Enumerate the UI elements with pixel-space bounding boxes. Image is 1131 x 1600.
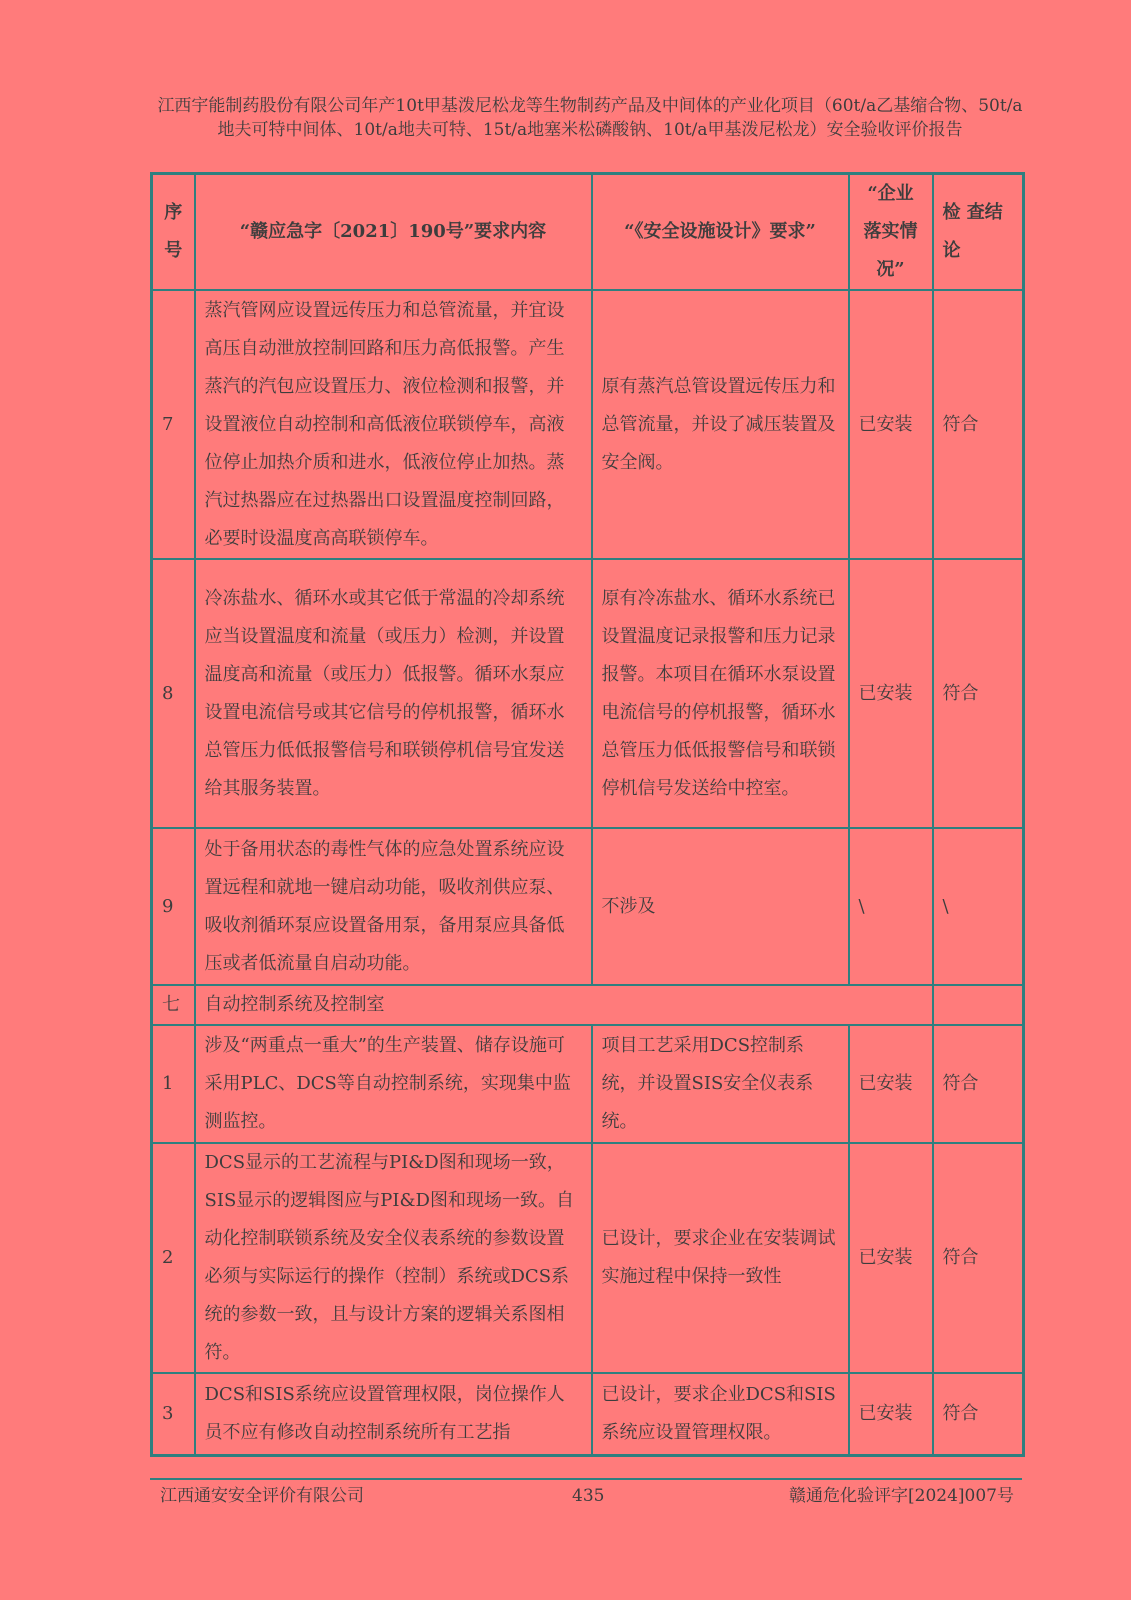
header-design: “《安全设施设计》要求” — [592, 174, 849, 291]
row-conclusion: 符合 — [933, 1373, 1024, 1455]
row-num: 8 — [152, 559, 195, 828]
row-conclusion: 符合 — [933, 1025, 1024, 1143]
section-num: 七 — [152, 985, 195, 1025]
table-row — [152, 828, 1024, 985]
header-conclusion: 检 查结论 — [933, 174, 1024, 291]
row-num: 2 — [152, 1143, 195, 1373]
row-design: 已设计，要求企业DCS和SIS系统应设置管理权限。 — [592, 1373, 849, 1455]
row-requirement: DCS显示的工艺流程与PI&D图和现场一致，SIS显示的逻辑图应与PI&D图和现场一致。自动化控制联锁系统及安全仪表系统的参数设置必须与实际运行的操作（控制）系统或DCS系统的参数一致，且与设计方案的逻辑关系图相符。 — [195, 1143, 592, 1373]
row-design: 已设计，要求企业在安装调试实施过程中保持一致性 — [592, 1143, 849, 1373]
row-design: 原有蒸汽总管设置远传压力和总管流量，并设了减压装置及安全阀。 — [592, 290, 849, 559]
row-num: 3 — [152, 1373, 195, 1455]
row-conclusion: \ — [933, 828, 1024, 985]
row-num: 7 — [152, 290, 195, 559]
row-conclusion: 符合 — [933, 559, 1024, 828]
inspection-table — [150, 172, 1025, 1457]
row-design: 项目工艺采用DCS控制系统，并设置SIS安全仪表系统。 — [592, 1025, 849, 1143]
row-implementation: 已安装 — [849, 559, 933, 828]
document-header — [150, 94, 1030, 142]
page-footer — [150, 1478, 1022, 1514]
row-conclusion: 符合 — [933, 1143, 1024, 1373]
row-implementation: 已安装 — [849, 290, 933, 559]
footer-company: 江西通安安全评价有限公司 — [160, 1486, 364, 1506]
row-implementation: 已安装 — [849, 1143, 933, 1373]
footer-page-number: 435 — [572, 1486, 605, 1506]
row-num: 1 — [152, 1025, 195, 1143]
row-requirement: 处于备用状态的毒性气体的应急处置系统应设置远程和就地一键启动功能，吸收剂供应泵、吸收剂循环泵应设置备用泵，备用泵应具备低压或者低流量自启动功能。 — [195, 828, 592, 985]
table-header-row — [152, 174, 1024, 291]
section-title: 自动控制系统及控制室 — [195, 985, 933, 1025]
row-requirement: DCS和SIS系统应设置管理权限，岗位操作人员不应有修改自动控制系统所有工艺指 — [195, 1373, 592, 1455]
row-design: 原有冷冻盐水、循环水系统已设置温度记录报警和压力记录报警。本项目在循环水泵设置电流信号的停机报警，循环水总管压力低低报警信号和联锁停机信号发送给中控室。 — [592, 559, 849, 828]
table-row — [152, 290, 1024, 559]
row-conclusion: 符合 — [933, 290, 1024, 559]
table-row — [152, 1143, 1024, 1373]
header-title: 江西宇能制药股份有限公司年产10t甲基泼尼松龙等生物制药产品及中间体的产业化项目（60t/a乙基缩合物、50t/a地夫可特中间体、10t/a地夫可特、15t/a地塞米松磷酸钠、10t/a甲基泼尼松龙）安全验收评价报告 — [157, 96, 1023, 140]
footer-doc-number: 赣通危化验评字[2024]007号 — [789, 1486, 1014, 1506]
header-requirement: “赣应急字〔2021〕190号”要求内容 — [195, 174, 592, 291]
header-implementation: “企业落实情况” — [849, 174, 933, 291]
table-row — [152, 1373, 1024, 1455]
header-num: 序号 — [152, 174, 195, 291]
row-requirement: 冷冻盐水、循环水或其它低于常温的冷却系统应当设置温度和流量（或压力）检测，并设置温度高和流量（或压力）低报警。循环水泵应设置电流信号或其它信号的停机报警，循环水总管压力低低报警信号和联锁停机信号宜发送给其服务装置。 — [195, 559, 592, 828]
row-implementation: 已安装 — [849, 1025, 933, 1143]
table-row — [152, 559, 1024, 828]
row-requirement: 涉及“两重点一重大”的生产装置、储存设施可采用PLC、DCS等自动控制系统，实现集中监测监控。 — [195, 1025, 592, 1143]
table-row — [152, 1025, 1024, 1143]
row-design: 不涉及 — [592, 828, 849, 985]
row-implementation: 已安装 — [849, 1373, 933, 1455]
row-num: 9 — [152, 828, 195, 985]
row-requirement: 蒸汽管网应设置远传压力和总管流量，并宜设高压自动泄放控制回路和压力高低报警。产生蒸汽的汽包应设置压力、液位检测和报警，并设置液位自动控制和高低液位联锁停车，高液位停止加热介质和进水，低液位停止加热。蒸汽过热器应在过热器出口设置温度控制回路，必要时设温度高高联锁停车。 — [195, 290, 592, 559]
section-row — [152, 985, 1024, 1025]
row-implementation: \ — [849, 828, 933, 985]
